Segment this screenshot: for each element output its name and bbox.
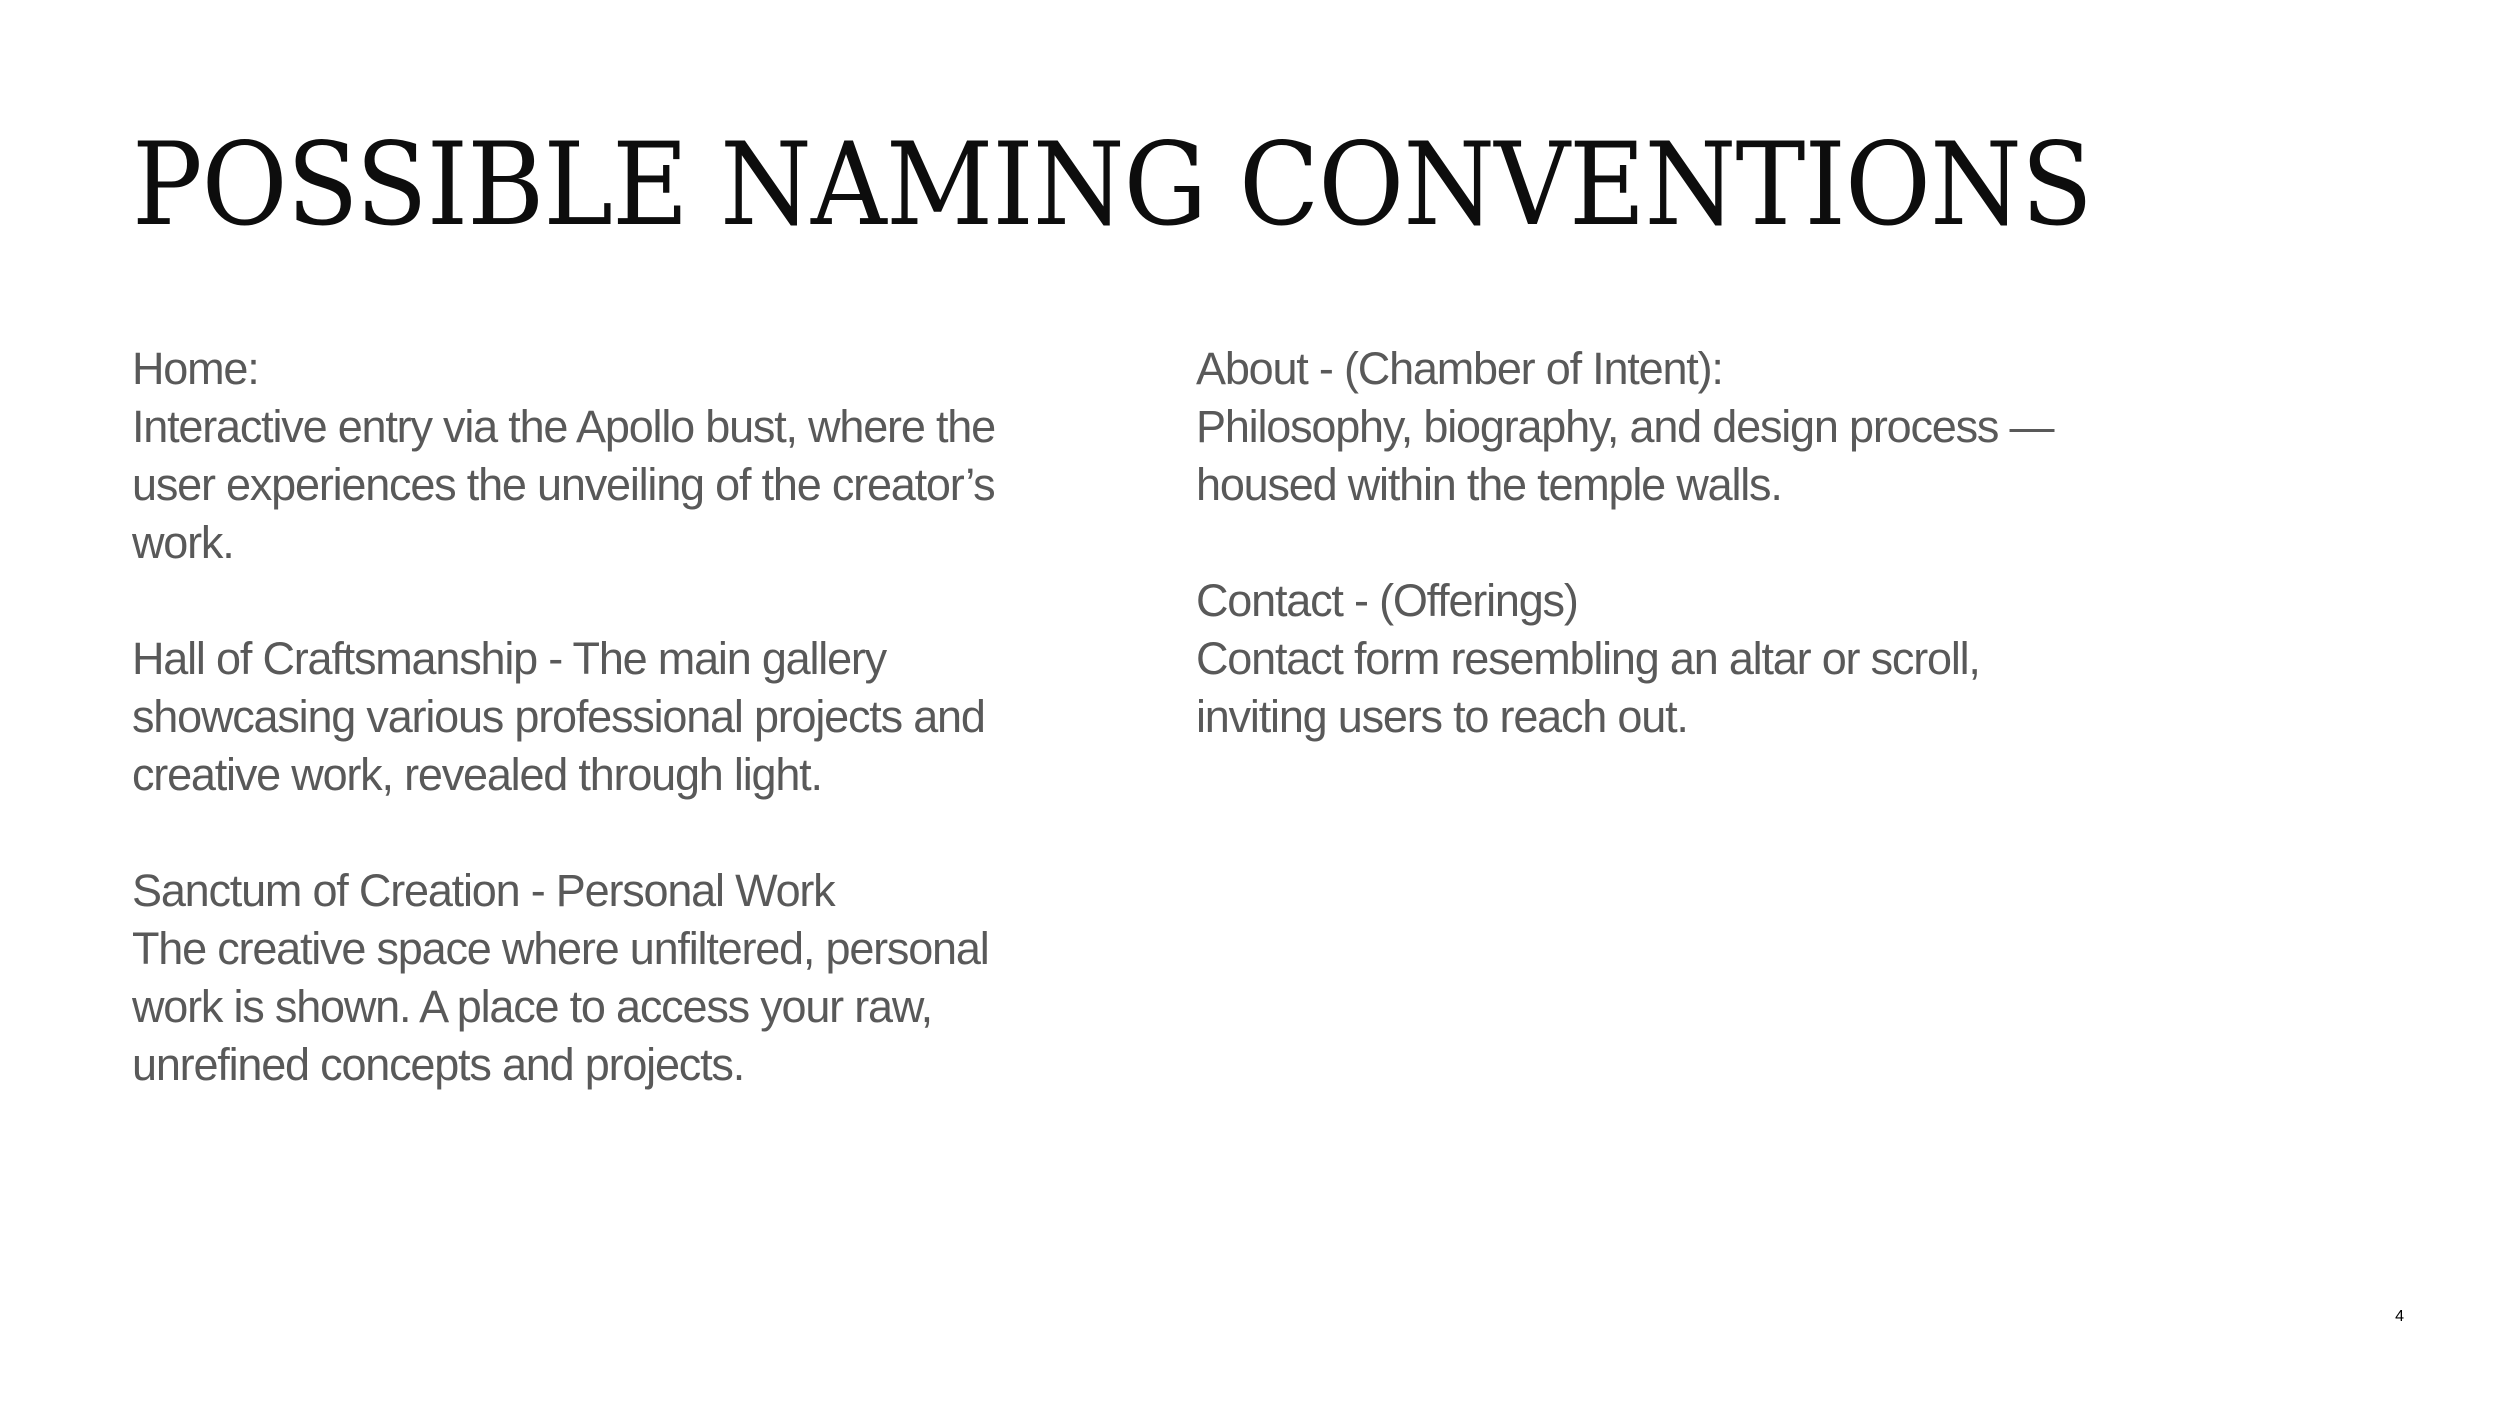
section-sanctum-of-creation <box>132 862 1132 1094</box>
section-about-heading: About - (Chamber of Intent): <box>1196 343 1723 394</box>
section-about <box>1196 340 2296 514</box>
section-hall-of-craftsmanship-text: Hall of Craftsmanship - The main gallery showcasing various professional projects and creative work, revealed through light. <box>132 633 985 800</box>
section-hall-of-craftsmanship <box>132 630 1132 804</box>
section-contact <box>1196 572 2296 746</box>
right-column <box>1196 340 2296 804</box>
left-column <box>132 340 1132 1152</box>
section-home-heading: Home: <box>132 343 259 394</box>
section-about-body: Philosophy, biography, and design process — housed within the temple walls. <box>1196 401 2054 510</box>
page-number: 4 <box>2395 1308 2404 1325</box>
section-home-body: Interactive entry via the Apollo bust, where the user experiences the unveiling of the creator’s work. <box>132 401 995 568</box>
section-contact-heading: Contact - (Offerings) <box>1196 575 1578 626</box>
section-sanctum-heading: Sanctum of Creation - Personal Work <box>132 865 835 916</box>
section-home <box>132 340 1132 572</box>
section-contact-body: Contact form resembling an altar or scroll, inviting users to reach out. <box>1196 633 1980 742</box>
slide-title: POSSIBLE NAMING CONVENTIONS <box>132 118 2092 251</box>
section-sanctum-body: The creative space where unfiltered, personal work is shown. A place to access your raw, unrefined concepts and projects. <box>132 923 989 1090</box>
